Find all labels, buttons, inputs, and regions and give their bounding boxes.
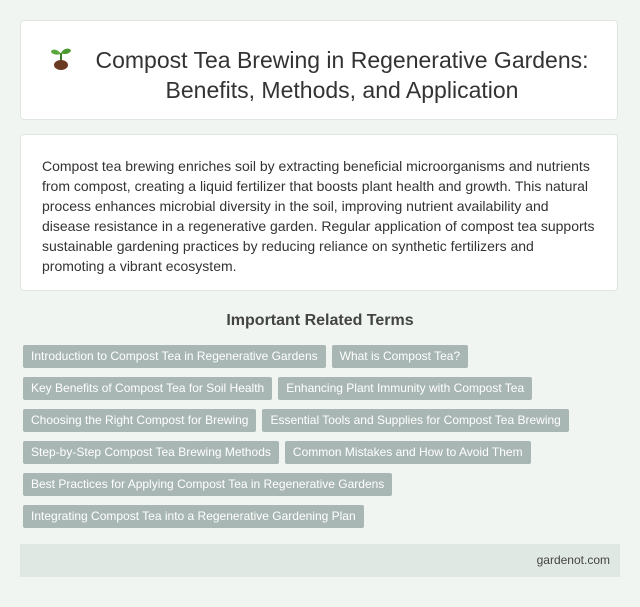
related-term-tag[interactable]: Step-by-Step Compost Tea Brewing Methods <box>23 441 279 464</box>
related-terms-row <box>23 345 603 377</box>
related-term-tag[interactable]: Common Mistakes and How to Avoid Them <box>285 441 531 464</box>
related-terms-row <box>23 473 603 505</box>
related-term-tag[interactable]: What is Compost Tea? <box>332 345 469 368</box>
description-card <box>20 134 618 291</box>
related-terms-row <box>23 441 603 473</box>
related-terms-row <box>23 409 603 441</box>
footer <box>20 544 620 577</box>
title-card <box>20 20 618 120</box>
footer-site-link[interactable]: gardenot.com <box>536 553 610 567</box>
related-terms-heading: Important Related Terms <box>226 312 414 329</box>
related-term-tag[interactable]: Introduction to Compost Tea in Regenerative Gardens <box>23 345 326 368</box>
description-text: Compost tea brewing enriches soil by extracting beneficial microorganisms and nutrients from compost, creating a liquid fertilizer that boosts plant health and growth. This natural process enhances microbial diversity in the soil, improving nutrient availability and disease resistance in a regenerative garden. Regular application of compost tea supports sustainable gardening practices by reducing reliance on synthetic fertilizers and promoting a vibrant ecosystem. <box>42 158 595 274</box>
page-title: Compost Tea Brewing in Regenerative Gardens: Benefits, Methods, and Application <box>95 47 589 103</box>
related-term-tag[interactable]: Essential Tools and Supplies for Compost Tea Brewing <box>262 409 568 432</box>
related-term-tag[interactable]: Choosing the Right Compost for Brewing <box>23 409 256 432</box>
related-term-tag[interactable]: Enhancing Plant Immunity with Compost Tea <box>278 377 532 400</box>
related-terms-row <box>23 377 603 409</box>
related-term-tag[interactable]: Key Benefits of Compost Tea for Soil Health <box>23 377 272 400</box>
related-term-tag[interactable]: Integrating Compost Tea into a Regenerative Gardening Plan <box>23 505 364 528</box>
related-terms-list <box>23 345 603 537</box>
related-term-tag[interactable]: Best Practices for Applying Compost Tea in Regenerative Gardens <box>23 473 392 496</box>
related-terms-row <box>23 505 603 537</box>
